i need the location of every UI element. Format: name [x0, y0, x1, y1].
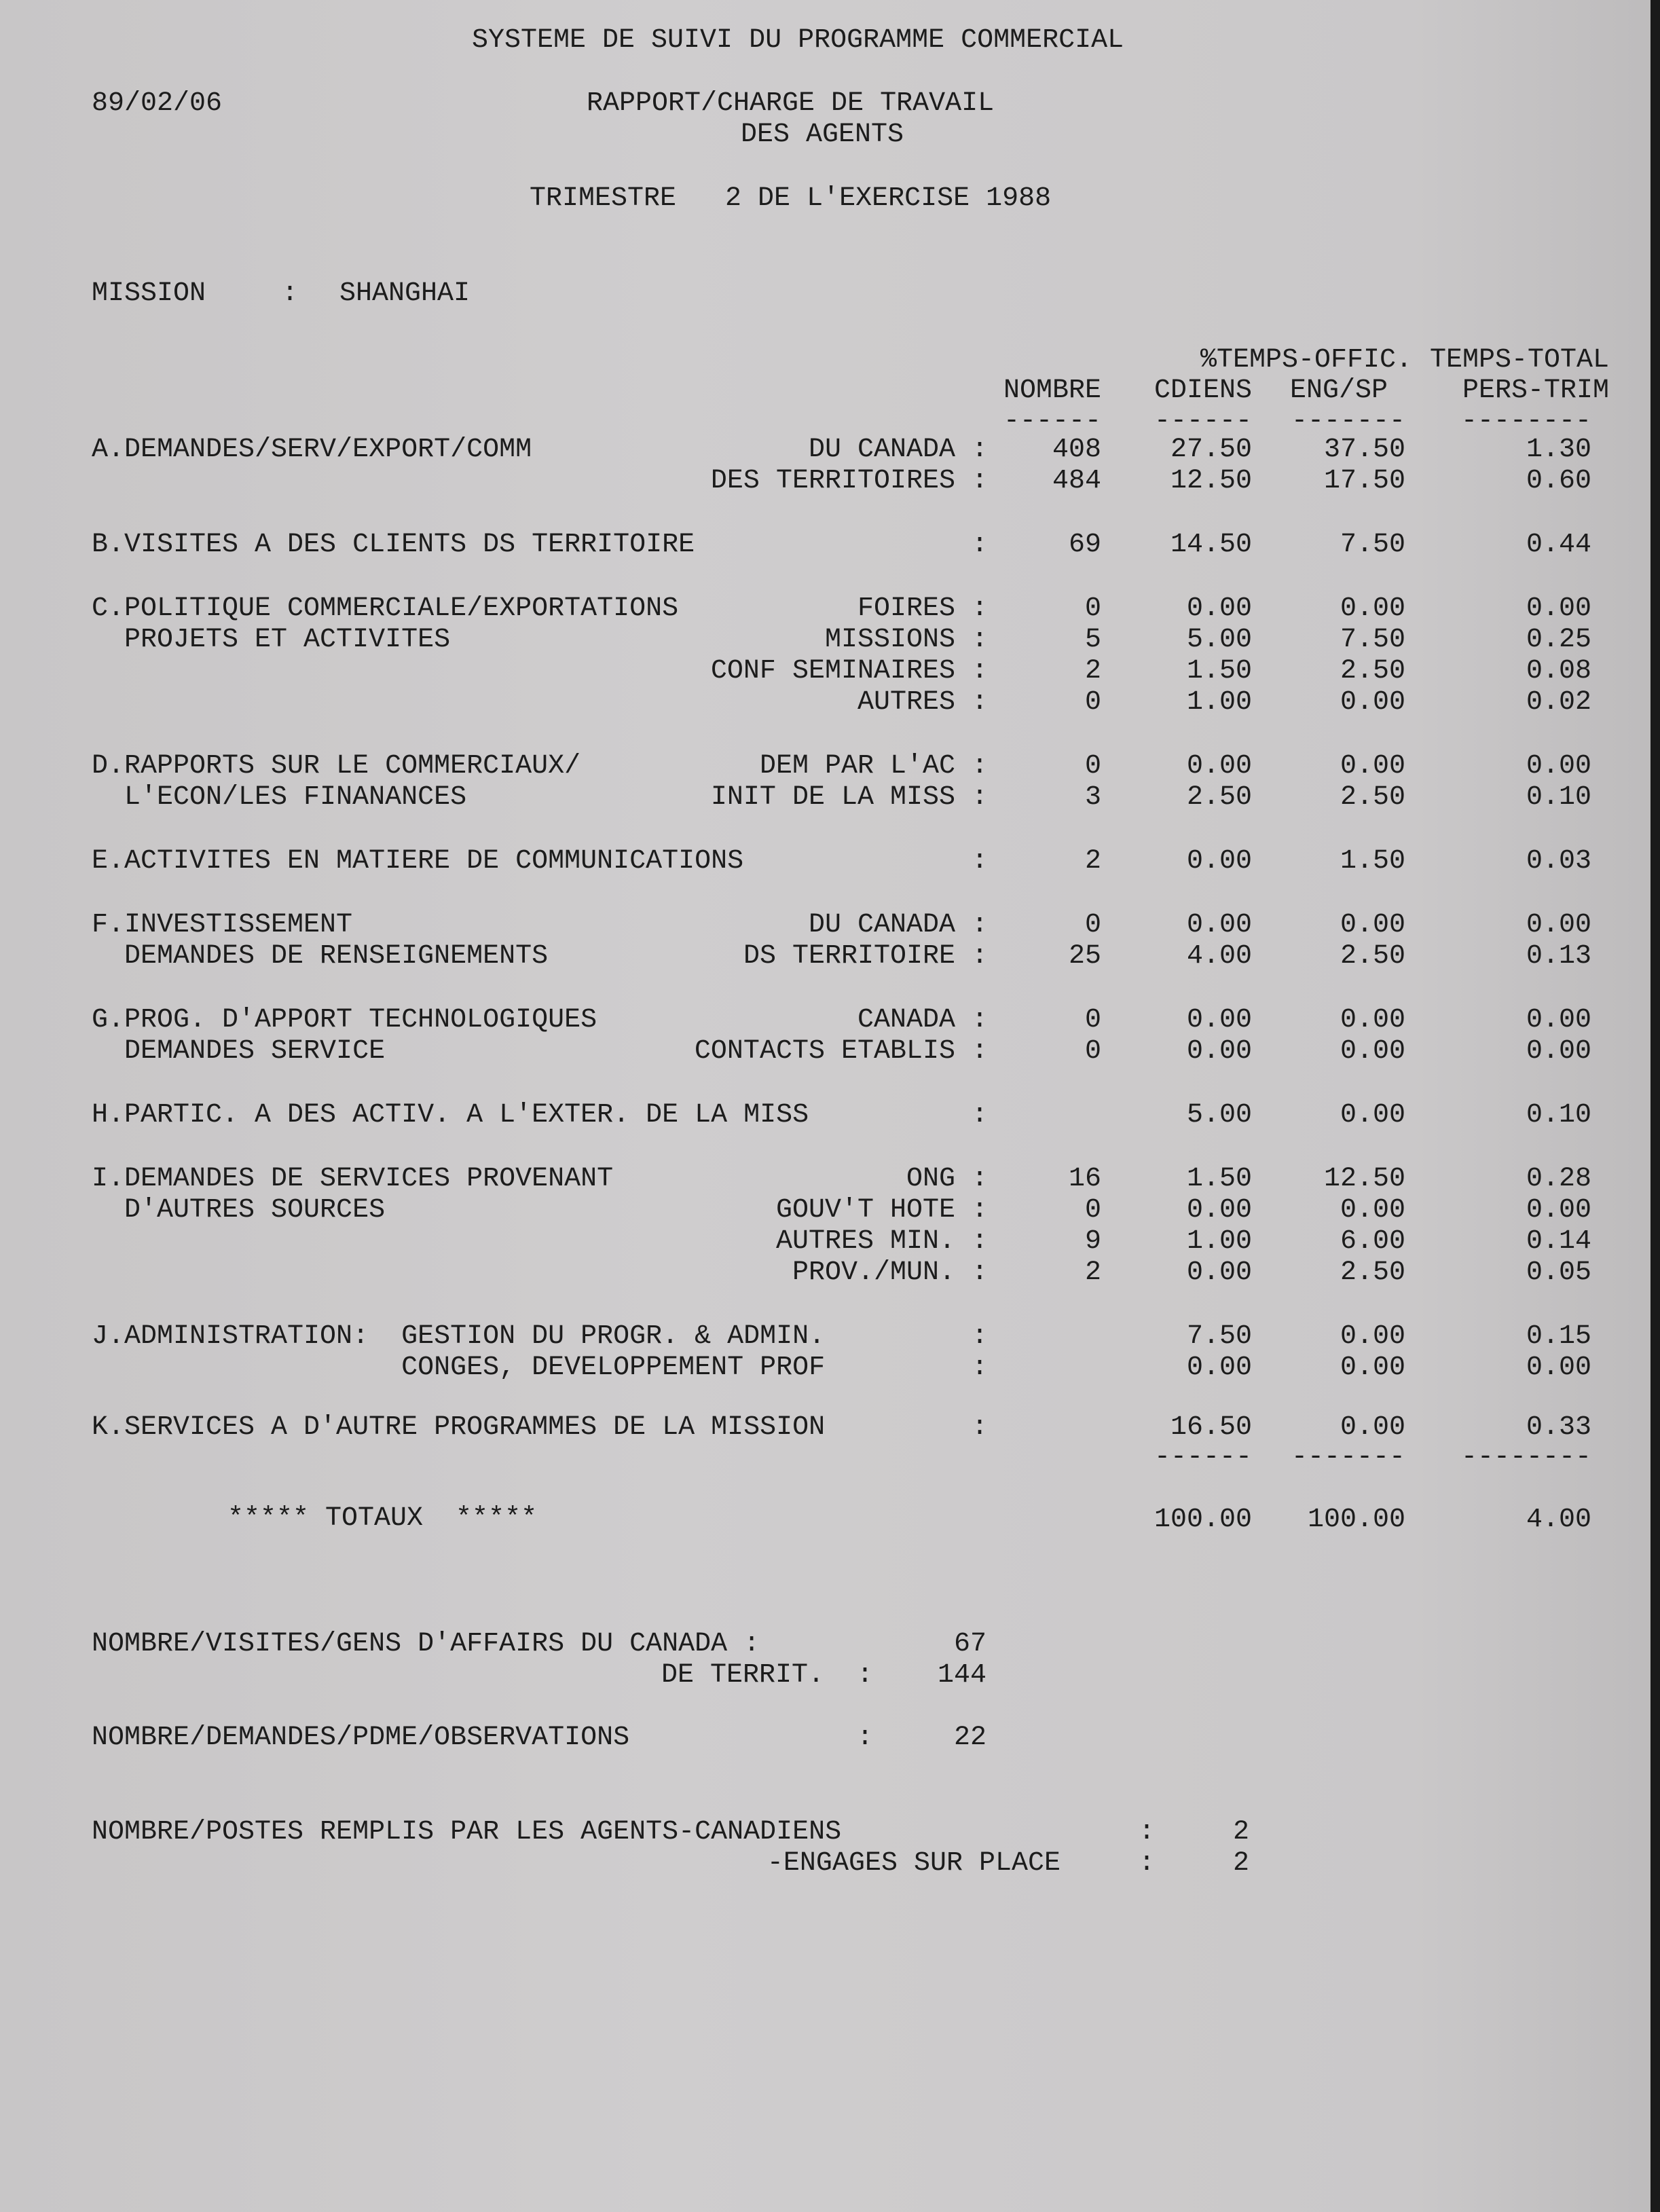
row-sublabel: DU CANADA : — [808, 435, 988, 465]
row-label: DEMANDES SERVICE — [92, 1036, 386, 1067]
row-sublabel: : — [971, 1321, 988, 1352]
postes-canadiens-value: 2 — [1232, 1817, 1249, 1847]
row-nombre: 0 — [1084, 910, 1101, 940]
row-label: DEMANDES DE RENSEIGNEMENTS — [92, 941, 549, 972]
row-perstrim: 0.05 — [1526, 1257, 1591, 1288]
row-perstrim: 0.00 — [1526, 751, 1591, 781]
row-engsp: 0.00 — [1340, 751, 1405, 781]
row-engsp: 7.50 — [1340, 625, 1405, 655]
row-cdiens: 0.00 — [1186, 910, 1252, 940]
row-perstrim: 0.03 — [1526, 846, 1591, 877]
visites-territ-value: 144 — [937, 1660, 986, 1691]
row-perstrim: 1.30 — [1526, 435, 1591, 465]
totals-rule-perstrim: -------- — [1460, 1442, 1591, 1473]
row-sublabel: FOIRES : — [857, 593, 988, 624]
row-sublabel: GOUV'T HOTE : — [775, 1195, 988, 1225]
scan-edge — [1650, 0, 1660, 2212]
row-engsp: 0.00 — [1340, 1352, 1405, 1383]
demandes-pdme-label: NOMBRE/DEMANDES/PDME/OBSERVATIONS — [92, 1722, 630, 1753]
row-engsp: 0.00 — [1340, 1412, 1405, 1443]
row-nombre: 9 — [1084, 1226, 1101, 1257]
row-nombre: 25 — [1068, 941, 1101, 972]
header-rule-cdiens: ------ — [1154, 406, 1252, 437]
row-engsp: 0.00 — [1340, 1195, 1405, 1225]
row-label: D'AUTRES SOURCES — [92, 1195, 386, 1225]
row-nombre: 2 — [1084, 846, 1101, 877]
row-sublabel: DU CANADA : — [808, 910, 988, 940]
row-cdiens: 0.00 — [1186, 593, 1252, 624]
row-perstrim: 0.00 — [1526, 1005, 1591, 1035]
row-sublabel: CONTACTS ETABLIS : — [694, 1036, 988, 1067]
row-cdiens: 5.00 — [1186, 625, 1252, 655]
row-perstrim: 0.15 — [1526, 1321, 1591, 1352]
header-rule-nombre: ------ — [1003, 406, 1101, 437]
row-perstrim: 0.13 — [1526, 941, 1591, 972]
row-engsp: 1.50 — [1340, 846, 1405, 877]
row-perstrim: 0.25 — [1526, 625, 1591, 655]
row-nombre: 484 — [1052, 466, 1101, 496]
row-perstrim: 0.00 — [1526, 1352, 1591, 1383]
row-cdiens: 5.00 — [1186, 1100, 1252, 1130]
row-engsp: 0.00 — [1340, 1005, 1405, 1035]
totals-cdiens: 100.00 — [1154, 1505, 1252, 1535]
row-nombre: 69 — [1068, 530, 1101, 560]
row-label: L'ECON/LES FINANANCES — [92, 782, 467, 813]
row-cdiens: 4.00 — [1186, 941, 1252, 972]
postes-canadiens-separator: : — [1139, 1817, 1156, 1847]
row-engsp: 2.50 — [1340, 782, 1405, 813]
row-label: E.ACTIVITES EN MATIERE DE COMMUNICATIONS — [92, 846, 744, 877]
header-temps-total: TEMPS-TOTAL — [1429, 345, 1609, 375]
row-cdiens: 14.50 — [1170, 530, 1252, 560]
postes-engages-value: 2 — [1232, 1848, 1249, 1879]
row-cdiens: 0.00 — [1186, 846, 1252, 877]
row-label: B.VISITES A DES CLIENTS DS TERRITOIRE — [92, 530, 695, 560]
mission-value: SHANGHAI — [339, 278, 471, 309]
row-engsp: 37.50 — [1323, 435, 1405, 465]
row-perstrim: 0.10 — [1526, 1100, 1591, 1130]
row-perstrim: 0.02 — [1526, 687, 1591, 718]
row-sublabel: DS TERRITOIRE : — [743, 941, 988, 972]
row-cdiens: 0.00 — [1186, 1257, 1252, 1288]
row-perstrim: 0.33 — [1526, 1412, 1591, 1443]
header-engsp: ENG/SP — [1289, 375, 1388, 406]
row-sublabel: CONF SEMINAIRES : — [710, 656, 988, 686]
row-cdiens: 0.00 — [1186, 1005, 1252, 1035]
row-perstrim: 0.00 — [1526, 1195, 1591, 1225]
row-sublabel: : — [971, 530, 988, 560]
row-sublabel: ONG : — [906, 1164, 988, 1194]
row-nombre: 16 — [1068, 1164, 1101, 1194]
row-perstrim: 0.08 — [1526, 656, 1591, 686]
row-cdiens: 0.00 — [1186, 1352, 1252, 1383]
row-nombre: 0 — [1084, 593, 1101, 624]
row-cdiens: 1.50 — [1186, 656, 1252, 686]
totals-engsp: 100.00 — [1307, 1505, 1405, 1535]
row-sublabel: : — [971, 1352, 988, 1383]
row-cdiens: 7.50 — [1186, 1321, 1252, 1352]
demandes-pdme-separator: : — [857, 1722, 874, 1753]
row-label: CONGES, DEVELOPPEMENT PROF — [92, 1352, 826, 1383]
row-perstrim: 0.00 — [1526, 1036, 1591, 1067]
row-engsp: 12.50 — [1323, 1164, 1405, 1194]
header-nombre: NOMBRE — [1003, 375, 1101, 406]
row-cdiens: 1.00 — [1186, 687, 1252, 718]
row-engsp: 0.00 — [1340, 910, 1405, 940]
row-label: J.ADMINISTRATION: GESTION DU PROGR. & ADMIN. — [92, 1321, 826, 1352]
row-label: H.PARTIC. A DES ACTIV. A L'EXTER. DE LA MISS — [92, 1100, 809, 1130]
totals-label: ***** TOTAUX ***** — [227, 1503, 538, 1534]
row-nombre: 2 — [1084, 1257, 1101, 1288]
row-engsp: 17.50 — [1323, 466, 1405, 496]
row-nombre: 0 — [1084, 1005, 1101, 1035]
row-perstrim: 0.00 — [1526, 910, 1591, 940]
row-sublabel: CANADA : — [857, 1005, 988, 1035]
row-sublabel: AUTRES MIN. : — [775, 1226, 988, 1257]
row-perstrim: 0.60 — [1526, 466, 1591, 496]
row-perstrim: 0.44 — [1526, 530, 1591, 560]
row-engsp: 7.50 — [1340, 530, 1405, 560]
row-engsp: 2.50 — [1340, 1257, 1405, 1288]
row-sublabel: AUTRES : — [857, 687, 988, 718]
row-label: D.RAPPORTS SUR LE COMMERCIAUX/ — [92, 751, 581, 781]
report-date: 89/02/06 — [92, 88, 223, 119]
row-perstrim: 0.00 — [1526, 593, 1591, 624]
visites-territ-label: DE TERRIT. : — [661, 1660, 873, 1691]
header-perstrim: PERS-TRIM — [1462, 375, 1609, 406]
row-perstrim: 0.14 — [1526, 1226, 1591, 1257]
row-sublabel: MISSIONS : — [824, 625, 988, 655]
postes-canadiens-label: NOMBRE/POSTES REMPLIS PAR LES AGENTS-CANADIENS — [92, 1817, 842, 1847]
row-nombre: 3 — [1084, 782, 1101, 813]
header-rule-engsp: ------- — [1291, 406, 1405, 437]
report-subtitle: DES AGENTS — [741, 119, 904, 150]
row-nombre: 0 — [1084, 687, 1101, 718]
row-nombre: 5 — [1084, 625, 1101, 655]
row-sublabel: : — [971, 846, 988, 877]
demandes-pdme-value: 22 — [953, 1722, 986, 1753]
row-engsp: 0.00 — [1340, 1321, 1405, 1352]
row-nombre: 408 — [1052, 435, 1101, 465]
row-cdiens: 0.00 — [1186, 1195, 1252, 1225]
totals-perstrim: 4.00 — [1526, 1505, 1591, 1535]
row-sublabel: PROV./MUN. : — [792, 1257, 988, 1288]
row-label: F.INVESTISSEMENT — [92, 910, 353, 940]
row-perstrim: 0.28 — [1526, 1164, 1591, 1194]
row-label: PROJETS ET ACTIVITES — [92, 625, 451, 655]
row-nombre: 0 — [1084, 751, 1101, 781]
row-cdiens: 1.50 — [1186, 1164, 1252, 1194]
postes-engages-label: -ENGAGES SUR PLACE — [767, 1848, 1060, 1879]
row-cdiens: 1.00 — [1186, 1226, 1252, 1257]
row-sublabel: : — [971, 1100, 988, 1130]
row-engsp: 0.00 — [1340, 1036, 1405, 1067]
row-sublabel: INIT DE LA MISS : — [710, 782, 988, 813]
row-nombre: 0 — [1084, 1195, 1101, 1225]
row-cdiens: 0.00 — [1186, 751, 1252, 781]
row-engsp: 0.00 — [1340, 687, 1405, 718]
row-label: I.DEMANDES DE SERVICES PROVENANT — [92, 1164, 614, 1194]
row-engsp: 6.00 — [1340, 1226, 1405, 1257]
row-sublabel: DEM PAR L'AC : — [759, 751, 988, 781]
row-label: A.DEMANDES/SERV/EXPORT/COMM — [92, 435, 532, 465]
mission-label: MISSION — [92, 278, 206, 309]
row-sublabel: : — [971, 1412, 988, 1443]
report-period: TRIMESTRE 2 DE L'EXERCISE 1988 — [530, 183, 1052, 214]
row-label: K.SERVICES A D'AUTRE PROGRAMMES DE LA MISSION — [92, 1412, 826, 1443]
row-sublabel: DES TERRITOIRES : — [710, 466, 988, 496]
row-cdiens: 0.00 — [1186, 1036, 1252, 1067]
row-cdiens: 12.50 — [1170, 466, 1252, 496]
visites-canada-value: 67 — [953, 1629, 986, 1659]
row-engsp: 0.00 — [1340, 593, 1405, 624]
row-cdiens: 2.50 — [1186, 782, 1252, 813]
header-pct-temps-offic: %TEMPS-OFFIC. — [1200, 345, 1412, 375]
row-nombre: 2 — [1084, 656, 1101, 686]
header-rule-perstrim: -------- — [1460, 406, 1591, 437]
row-perstrim: 0.10 — [1526, 782, 1591, 813]
mission-separator: : — [282, 278, 299, 309]
visites-canada-label: NOMBRE/VISITES/GENS D'AFFAIRS DU CANADA : — [92, 1629, 760, 1659]
totals-rule-engsp: ------- — [1291, 1442, 1405, 1473]
row-label: C.POLITIQUE COMMERCIALE/EXPORTATIONS — [92, 593, 679, 624]
header-cdiens: CDIENS — [1154, 375, 1252, 406]
row-cdiens: 16.50 — [1170, 1412, 1252, 1443]
totals-rule-cdiens: ------ — [1154, 1442, 1252, 1473]
postes-engages-separator: : — [1139, 1848, 1156, 1879]
row-nombre: 0 — [1084, 1036, 1101, 1067]
report-title: RAPPORT/CHARGE DE TRAVAIL — [587, 88, 995, 119]
row-cdiens: 27.50 — [1170, 435, 1252, 465]
system-title: SYSTEME DE SUIVI DU PROGRAMME COMMERCIAL — [472, 25, 1124, 56]
row-engsp: 0.00 — [1340, 1100, 1405, 1130]
row-label: G.PROG. D'APPORT TECHNOLOGIQUES — [92, 1005, 597, 1035]
row-engsp: 2.50 — [1340, 941, 1405, 972]
row-engsp: 2.50 — [1340, 656, 1405, 686]
